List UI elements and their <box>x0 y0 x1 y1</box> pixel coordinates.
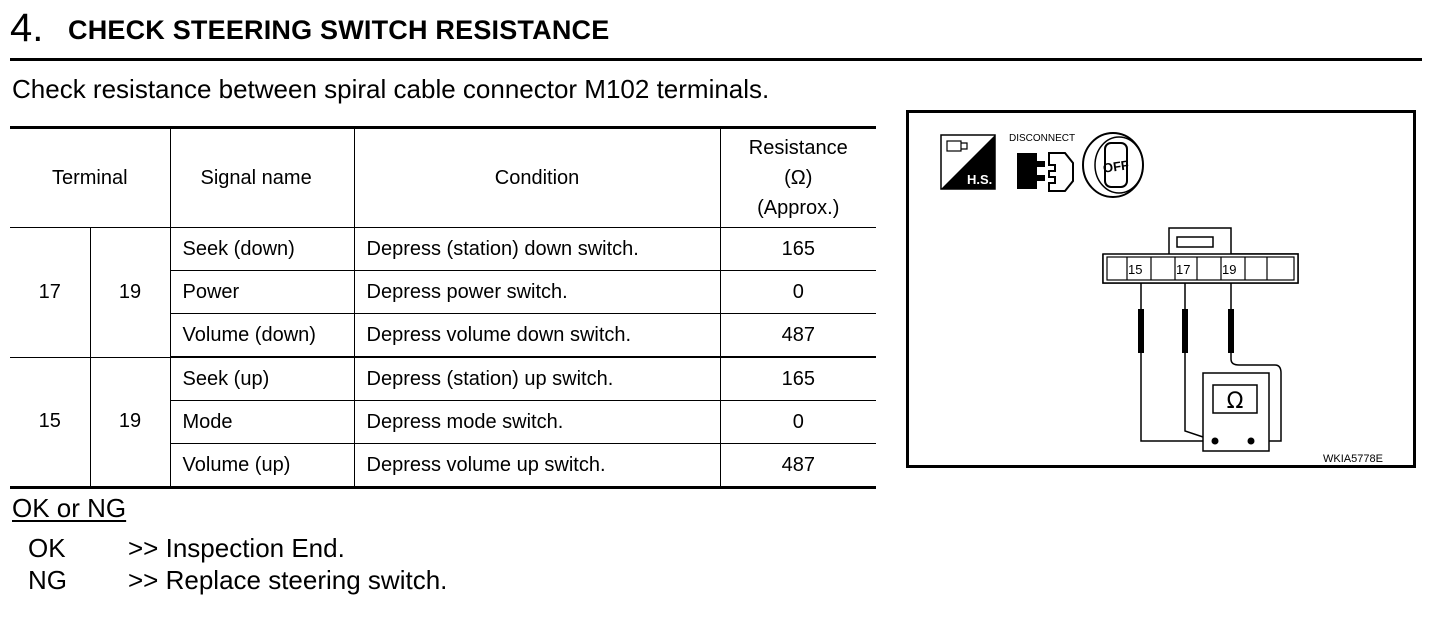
condition: Depress mode switch. <box>354 401 720 444</box>
ignition-off-icon <box>1083 133 1143 197</box>
hs-label: H.S. <box>967 172 993 187</box>
signal-name: Mode <box>170 401 354 444</box>
result-label: OK or NG <box>12 493 127 523</box>
pin-15-label: 15 <box>1128 262 1143 277</box>
step-heading <box>10 2 1422 61</box>
resistance-value: 0 <box>720 401 876 444</box>
terminal-b: 19 <box>90 228 170 358</box>
resistance-value: 0 <box>720 271 876 314</box>
resistance-value: 487 <box>720 314 876 358</box>
result-ok-key: OK <box>28 533 66 563</box>
header-resistance-line1: Resistance <box>748 137 848 159</box>
table-header-row <box>10 128 876 228</box>
off-label: OFF <box>1102 157 1130 176</box>
condition: Depress volume down switch. <box>354 314 720 358</box>
header-resistance-line3: (Approx.) <box>757 197 840 219</box>
signal-name: Power <box>170 271 354 314</box>
table-row <box>10 228 876 271</box>
table-row <box>10 357 876 401</box>
header-condition: Condition <box>354 128 720 228</box>
intro-text: Check resistance between spiral cable connector M102 terminals. <box>12 74 770 104</box>
pin-17-label: 17 <box>1176 262 1191 277</box>
figure-id: WKIA5778E <box>1323 453 1383 465</box>
header-signal-name: Signal name <box>170 128 354 228</box>
resistance-value: 165 <box>720 228 876 271</box>
signal-name: Volume (down) <box>170 314 354 358</box>
pin-19-label: 19 <box>1222 262 1237 277</box>
signal-name: Volume (up) <box>170 444 354 488</box>
ohmmeter-icon <box>1203 373 1269 451</box>
condition: Depress power switch. <box>354 271 720 314</box>
condition: Depress (station) up switch. <box>354 357 720 401</box>
connector-m102 <box>1103 228 1298 283</box>
result-ng-row <box>28 564 447 596</box>
header-resistance-line2: (Ω) <box>784 167 813 189</box>
disconnect-label: DISCONNECT <box>1009 133 1076 144</box>
condition: Depress (station) down switch. <box>354 228 720 271</box>
signal-name: Seek (down) <box>170 228 354 271</box>
condition: Depress volume up switch. <box>354 444 720 488</box>
resistance-table <box>10 126 876 489</box>
ohm-symbol: Ω <box>1226 389 1244 414</box>
header-resistance <box>720 128 876 228</box>
result-ok-row <box>28 532 345 564</box>
terminal-a: 17 <box>10 228 90 358</box>
harness-side-icon <box>941 135 995 189</box>
resistance-value: 165 <box>720 357 876 401</box>
step-title: CHECK STEERING SWITCH RESISTANCE <box>68 15 610 45</box>
disconnect-connector-icon <box>1009 133 1075 191</box>
terminal-b: 19 <box>90 357 170 488</box>
result-ng-key: NG <box>28 565 67 595</box>
header-terminal: Terminal <box>10 128 170 228</box>
resistance-value: 487 <box>720 444 876 488</box>
terminal-a: 15 <box>10 357 90 488</box>
step-number: 4. <box>10 6 44 50</box>
result-ok-text: >> Inspection End. <box>128 533 345 563</box>
signal-name: Seek (up) <box>170 357 354 401</box>
result-ng-text: >> Replace steering switch. <box>128 565 448 595</box>
wiring-diagram <box>909 113 1413 465</box>
wiring-figure <box>906 110 1416 468</box>
